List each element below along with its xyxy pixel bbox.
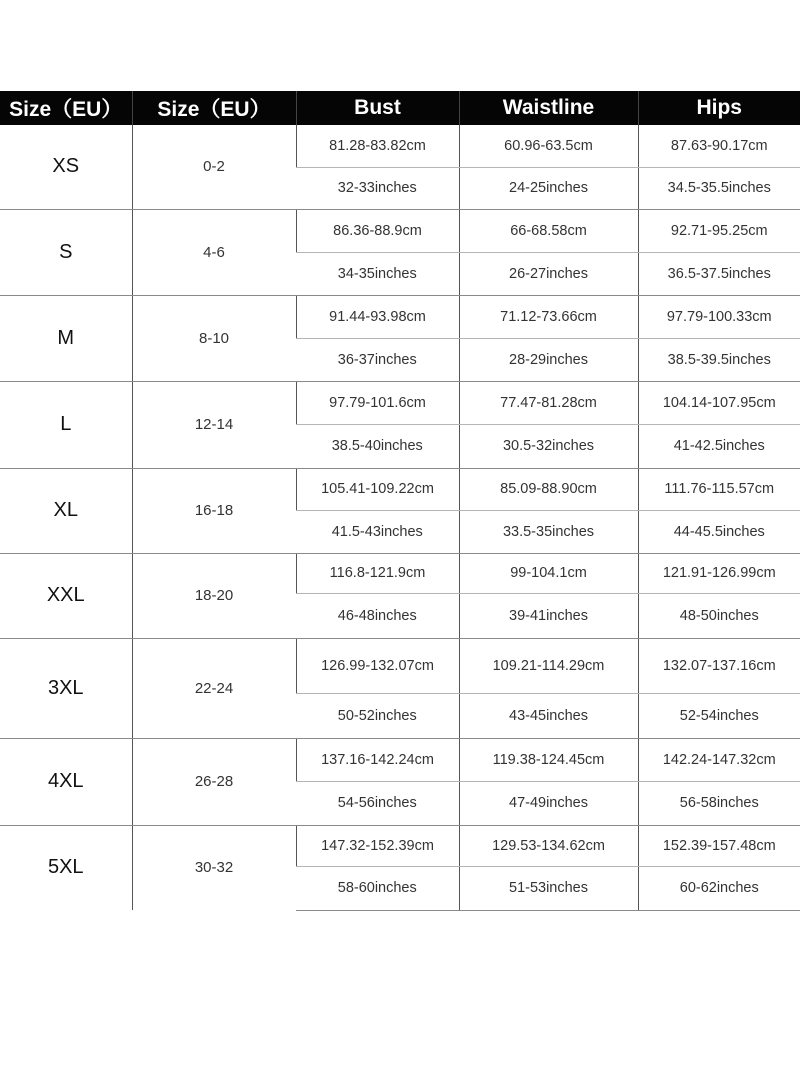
bust-inches: 50-52inches: [296, 693, 459, 738]
bust-cm: 105.41-109.22cm: [296, 468, 459, 510]
table-header: [0, 91, 800, 125]
hips-cm: 97.79-100.33cm: [638, 295, 800, 338]
hips-cm: 92.71-95.25cm: [638, 209, 800, 252]
size-label: 3XL: [0, 638, 132, 738]
waist-cm: 129.53-134.62cm: [459, 825, 638, 866]
hips-cm: 104.14-107.95cm: [638, 381, 800, 424]
hips-cm: 152.39-157.48cm: [638, 825, 800, 866]
size-range: 26-28: [132, 738, 296, 825]
size-range: 30-32: [132, 825, 296, 910]
hips-cm: 142.24-147.32cm: [638, 738, 800, 781]
size-chart-table: [0, 91, 800, 911]
hips-inches: 48-50inches: [638, 593, 800, 638]
waist-cm: 85.09-88.90cm: [459, 468, 638, 510]
bust-inches: 34-35inches: [296, 252, 459, 295]
table-row: [0, 738, 800, 781]
size-range: 0-2: [132, 125, 296, 209]
waist-inches: 47-49inches: [459, 781, 638, 825]
size-range: 16-18: [132, 468, 296, 553]
bust-cm: 147.32-152.39cm: [296, 825, 459, 866]
bust-cm: 137.16-142.24cm: [296, 738, 459, 781]
header-hips: Hips: [638, 91, 800, 125]
bust-cm: 81.28-83.82cm: [296, 125, 459, 167]
bust-cm: 97.79-101.6cm: [296, 381, 459, 424]
hips-inches: 52-54inches: [638, 693, 800, 738]
size-label: XS: [0, 125, 132, 209]
waist-inches: 24-25inches: [459, 167, 638, 209]
waist-inches: 30.5-32inches: [459, 424, 638, 468]
waist-cm: 66-68.58cm: [459, 209, 638, 252]
bust-inches: 46-48inches: [296, 593, 459, 638]
bust-inches: 32-33inches: [296, 167, 459, 209]
size-label: M: [0, 295, 132, 381]
bust-inches: 36-37inches: [296, 338, 459, 381]
header-waistline: Waistline: [459, 91, 638, 125]
hips-cm: 121.91-126.99cm: [638, 553, 800, 593]
size-chart: [0, 91, 800, 911]
hips-inches: 36.5-37.5inches: [638, 252, 800, 295]
hips-inches: 38.5-39.5inches: [638, 338, 800, 381]
hips-cm: 132.07-137.16cm: [638, 638, 800, 693]
size-range: 12-14: [132, 381, 296, 468]
bust-inches: 54-56inches: [296, 781, 459, 825]
size-label: S: [0, 209, 132, 295]
waist-inches: 39-41inches: [459, 593, 638, 638]
waist-cm: 60.96-63.5cm: [459, 125, 638, 167]
header-size-eu: Size（EU）: [0, 91, 132, 125]
waist-cm: 71.12-73.66cm: [459, 295, 638, 338]
size-range: 22-24: [132, 638, 296, 738]
waist-cm: 77.47-81.28cm: [459, 381, 638, 424]
table-row: [0, 295, 800, 338]
table-row: [0, 553, 800, 593]
size-label: L: [0, 381, 132, 468]
waist-inches: 33.5-35inches: [459, 510, 638, 553]
bust-inches: 38.5-40inches: [296, 424, 459, 468]
bust-inches: 41.5-43inches: [296, 510, 459, 553]
size-range: 4-6: [132, 209, 296, 295]
waist-cm: 99-104.1cm: [459, 553, 638, 593]
bust-cm: 86.36-88.9cm: [296, 209, 459, 252]
hips-inches: 34.5-35.5inches: [638, 167, 800, 209]
table-row: [0, 381, 800, 424]
header-bust: Bust: [296, 91, 459, 125]
hips-inches: 44-45.5inches: [638, 510, 800, 553]
table-row: [0, 468, 800, 510]
header-row: [0, 91, 800, 125]
hips-cm: 111.76-115.57cm: [638, 468, 800, 510]
table-row: [0, 638, 800, 693]
size-label: 4XL: [0, 738, 132, 825]
table-row: [0, 125, 800, 167]
table-row: [0, 209, 800, 252]
size-label: XL: [0, 468, 132, 553]
hips-inches: 41-42.5inches: [638, 424, 800, 468]
waist-inches: 26-27inches: [459, 252, 638, 295]
waist-inches: 43-45inches: [459, 693, 638, 738]
size-label: XXL: [0, 553, 132, 638]
hips-cm: 87.63-90.17cm: [638, 125, 800, 167]
waist-cm: 109.21-114.29cm: [459, 638, 638, 693]
size-range: 8-10: [132, 295, 296, 381]
hips-inches: 60-62inches: [638, 866, 800, 910]
waist-inches: 51-53inches: [459, 866, 638, 910]
header-size-eu-range: Size（EU）: [132, 91, 296, 125]
waist-cm: 119.38-124.45cm: [459, 738, 638, 781]
size-range: 18-20: [132, 553, 296, 638]
bust-cm: 116.8-121.9cm: [296, 553, 459, 593]
bust-cm: 126.99-132.07cm: [296, 638, 459, 693]
table-body: [0, 125, 800, 910]
size-label: 5XL: [47, 856, 84, 879]
hips-inches: 56-58inches: [638, 781, 800, 825]
table-row: [0, 825, 800, 866]
waist-inches: 28-29inches: [459, 338, 638, 381]
bust-inches: 58-60inches: [296, 866, 459, 910]
bust-cm: 91.44-93.98cm: [296, 295, 459, 338]
